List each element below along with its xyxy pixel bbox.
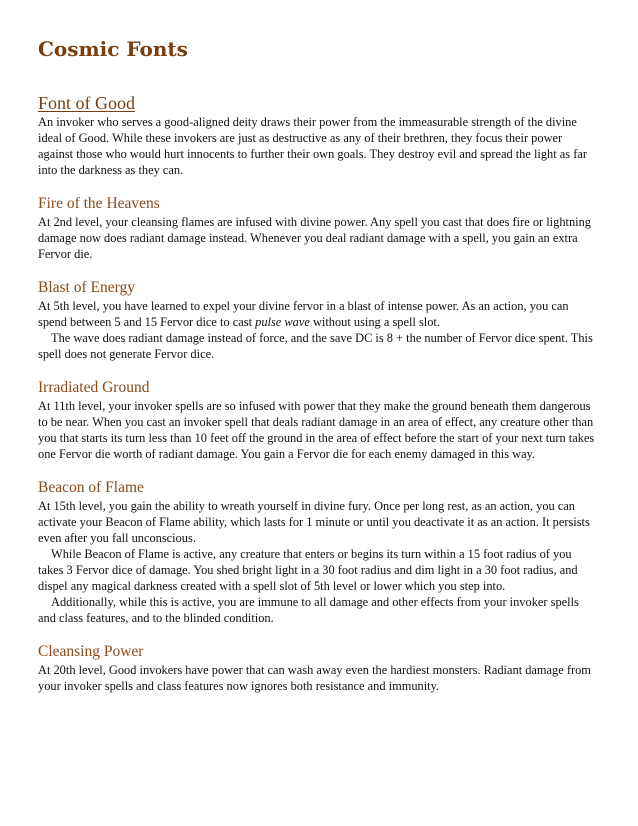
text-run: without using a spell slot. bbox=[309, 315, 440, 329]
feature-paragraph: The wave does radiant damage instead of force, and the save DC is 8 + the number of Fervor dice spent. This spell does not generate Fervor dice. bbox=[38, 331, 593, 361]
feature-paragraph: While Beacon of Flame is active, any creature that enters or begins its turn within a 15 foot radius of you takes 3 Fervor dice of damage. You shed bright light in a 30 foot radius and dim light in a 30 foot radius, and dispel any magical darkness created with a spell slot of 5th level or lower which you step into. bbox=[38, 547, 578, 593]
feature-title: Cleansing Power bbox=[38, 643, 144, 660]
subclass-intro: An invoker who serves a good-aligned deity draws their power from the immeasurable strength of the divine ideal of Good. While these invokers are just as destructive as any of their brethren, they focus their power against those who would hurt innocents to further their own goals. They destroy evil and spread the light as far into the darkness as they can. bbox=[38, 115, 587, 177]
feature-title: Beacon of Flame bbox=[38, 479, 144, 496]
text-run: At 5th level, you have learned to expel your divine fervor in a blast of intense power. As an action, you can spend between 5 and 15 Fervor dice to cast bbox=[38, 299, 569, 329]
feature-beacon-of-flame bbox=[38, 478, 598, 626]
spell-name: pulse wave bbox=[255, 315, 310, 329]
feature-title: Irradiated Ground bbox=[38, 379, 150, 396]
feature-fire-of-the-heavens bbox=[38, 194, 598, 262]
feature-paragraph: At 11th level, your invoker spells are so infused with power that they make the ground beneath them dangerous to be near. When you cast an invoker spell that deals radiant damage in an area of effect, any creature other than you that starts its turn less than 10 feet off the ground in the area of effect before the start of your next turn takes one Fervor die worth of radiant damage. You gain a Fervor die for each enemy damaged in this way. bbox=[38, 399, 595, 461]
feature-paragraph: At 2nd level, your cleansing flames are infused with divine power. Any spell you cast that does fire or lightning damage now does radiant damage instead. Whenever you deal radiant damage with a spell, you gain an extra Fervor die. bbox=[38, 215, 591, 261]
subclass-title: Font of Good bbox=[38, 93, 136, 113]
feature-paragraph bbox=[38, 298, 598, 330]
feature-paragraph: Additionally, while this is active, you are immune to all damage and other effects from your invoker spells and class features, and to the blinded condition. bbox=[38, 595, 579, 625]
feature-title: Blast of Energy bbox=[38, 279, 136, 296]
feature-paragraph: At 20th level, Good invokers have power that can wash away even the hardiest monsters. Radiant damage from your invoker spells and class features now ignores both resistance and immunity. bbox=[38, 663, 591, 693]
subclass-section bbox=[38, 92, 598, 178]
feature-cleansing-power bbox=[38, 642, 598, 694]
feature-irradiated-ground bbox=[38, 378, 598, 462]
feature-blast-of-energy bbox=[38, 278, 598, 362]
document-title: Cosmic Fonts bbox=[38, 37, 188, 61]
document-page bbox=[38, 36, 598, 710]
feature-paragraph: At 15th level, you gain the ability to wreath yourself in divine fury. Once per long rest, as an action, you can activate your Beacon of Flame ability, which lasts for 1 minute or until you deactivate it as an action. It persists even after you fall unconscious. bbox=[38, 499, 590, 545]
feature-title: Fire of the Heavens bbox=[38, 195, 160, 212]
